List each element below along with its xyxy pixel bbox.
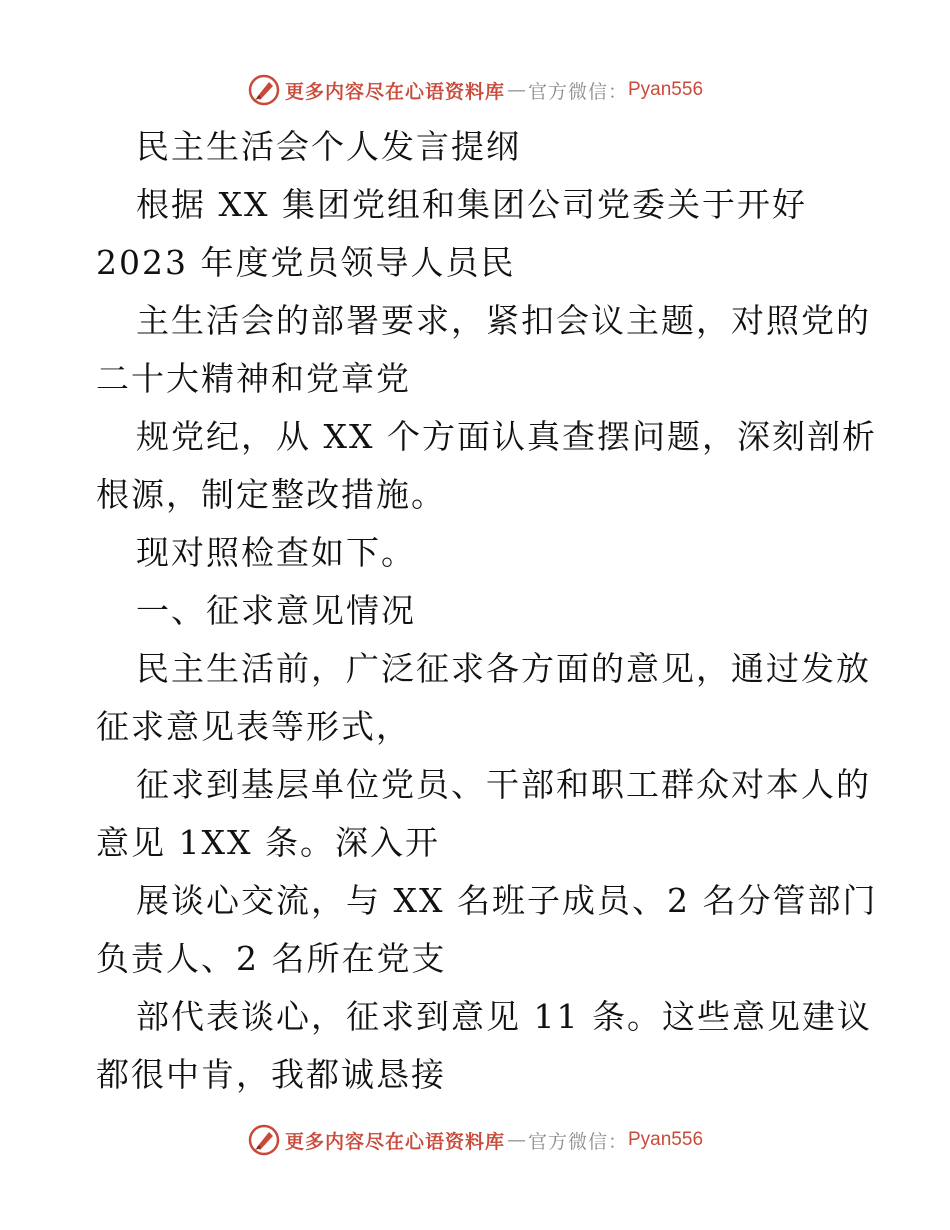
document-body [96,118,878,1104]
body-line: 都很中肯，我都诚恳接 [96,1055,446,1094]
header-separator: — [506,79,526,101]
body-line: 部代表谈心，征求到意见 11 条。这些意见建议 [136,997,872,1036]
pen-nib-logo-icon [247,1123,281,1157]
body-line: 规党纪，从 XX 个方面认真查摆问题，深刻剖析 [136,417,877,456]
header-brand: 更多内容尽在心语资料库 [284,80,505,103]
pen-nib-logo-icon [247,73,281,107]
footer-wechat-label: 官方微信： [527,1130,628,1153]
body-line: 一、征求意见情况 [136,591,416,630]
body-line: 展谈心交流，与 XX 名班子成员、2 名分管部门 [136,881,878,920]
body-line: 意见 1XX 条。深入开 [96,823,440,862]
header-banner [0,70,950,110]
footer-separator: — [506,1129,526,1151]
header-wechat-id: Pyan556 [628,79,704,100]
body-line: 民主生活会个人发言提纲 [136,127,521,166]
body-line: 负责人、2 名所在党支 [96,939,447,978]
body-line: 现对照检查如下。 [136,533,416,572]
footer-banner [0,1120,950,1160]
header-wechat-label: 官方微信： [527,80,628,103]
body-line: 根据 XX 集团党组和集团公司党委关于开好 [136,185,807,224]
body-line: 民主生活前，广泛征求各方面的意见，通过发放 [136,649,871,688]
body-line: 根源，制定整改措施。 [96,475,446,514]
footer-wechat-id: Pyan556 [628,1129,704,1150]
body-line: 2023 年度党员领导人员民 [96,243,516,282]
body-line: 征求意见表等形式， [96,707,411,746]
footer-brand: 更多内容尽在心语资料库 [284,1130,505,1153]
body-line: 二十大精神和党章党 [96,359,411,398]
body-line: 主生活会的部署要求，紧扣会议主题，对照党的 [136,301,871,340]
body-line: 征求到基层单位党员、干部和职工群众对本人的 [136,765,871,804]
